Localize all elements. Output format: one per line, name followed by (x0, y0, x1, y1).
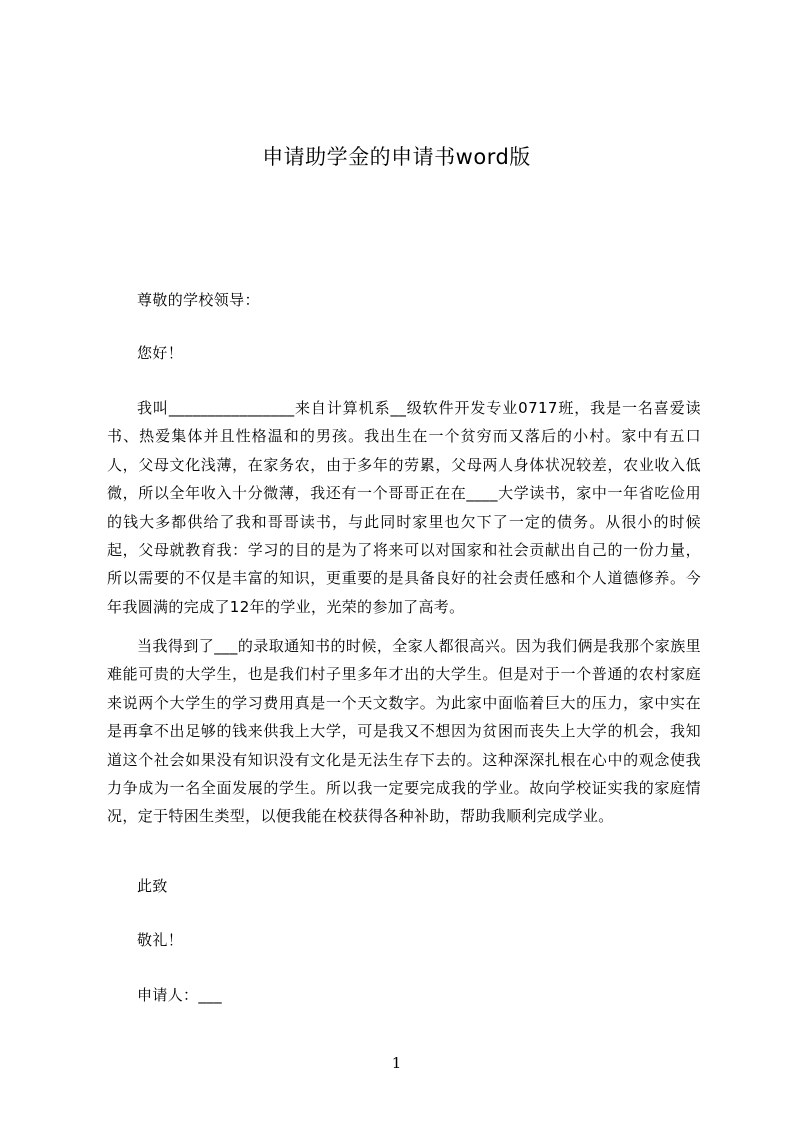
paragraph-background: 我叫________________来自计算机系__级软件开发专业0717班，我是一名喜爱读书、热爱集体并且性格温和的男孩。我出生在一个贫穷而又落后的小村。家中有五口人，父母文化浅薄，在家务农，由于多年的劳累，父母两人身体状况较差，农业收入低微，所以全年收入十分微薄，我还有一个哥哥正在在____大学读书，家中一年省吃俭用的钱大多都供给了我和哥哥读书，与此同时家里也欠下了一定的债务。从很小的时候起，父母就教育我：学习的目的是为了将来可以对国家和社会贡献出自己的一份力量，所以需要的不仅是丰富的知识，更重要的是具备良好的社会责任感和个人道德修养。今年我圆满的完成了12年的学业，光荣的参加了高考。 (107, 399, 701, 616)
page-number: 1 (391, 1054, 402, 1072)
applicant-signature-line: 申请人：___ (137, 986, 222, 1004)
salutation: 尊敬的学校领导： (137, 291, 260, 309)
paragraph-request: 当我得到了___的录取通知书的时候，全家人都很高兴。因为我们俩是我那个家族里难能可贵的大学生，也是我们村子里多年才出的大学生。但是对于一个普通的农村家庭来说两个大学生的学习费用真是一个天文数字。为此家中面临着巨大的压力，家中实在是再拿不出足够的钱来供我上大学，可是我又不想因为贫困而丧失上大学的机会，我知道这个社会如果没有知识没有文化是无法生存下去的。这种深深扎根在心中的观念使我力争成为一名全面发展的学生。所以我一定要完成我的学业。故向学校证实我的家庭情况，定于特困生类型，以便我能在校获得各种补助，帮助我顺利完成学业。 (107, 637, 701, 826)
closing-cizhi: 此致 (137, 877, 168, 895)
greeting: 您好！ (137, 344, 184, 362)
document-title: 申请助学金的申请书word版 (262, 145, 531, 169)
closing-jingli: 敬礼！ (137, 931, 184, 949)
